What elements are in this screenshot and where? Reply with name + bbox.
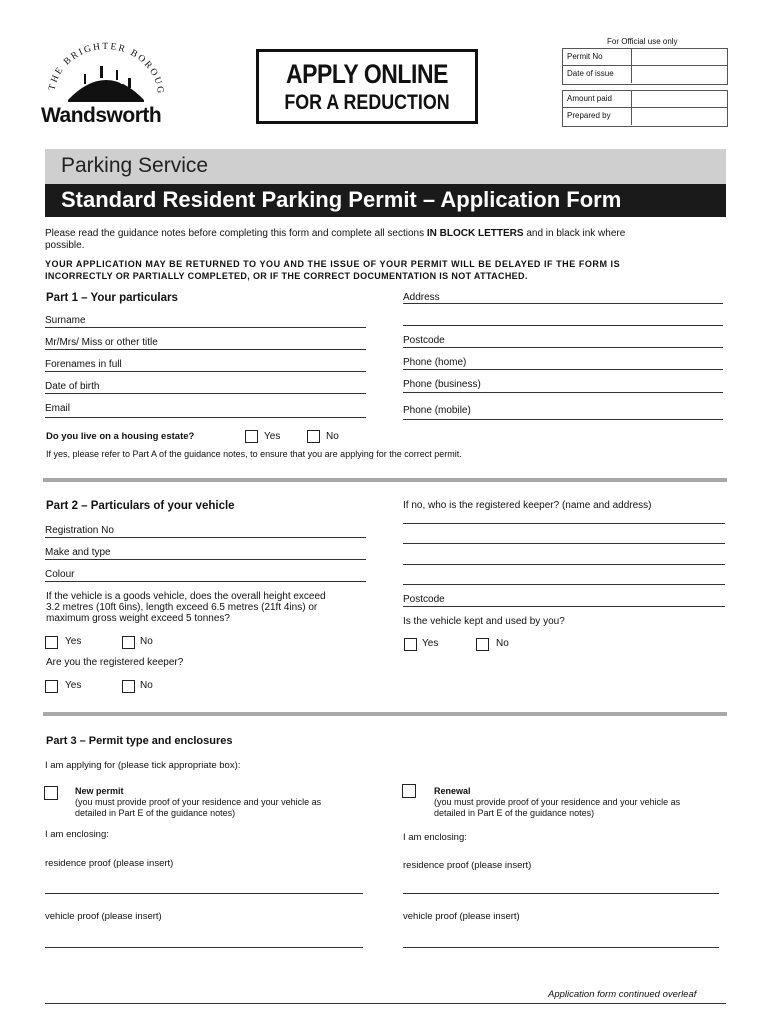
section-divider-1	[43, 478, 727, 482]
keeper-no-label: No	[140, 680, 153, 691]
keeper-no-checkbox[interactable]	[122, 680, 135, 693]
forenames-field[interactable]	[45, 371, 366, 372]
amount-paid-label: Amount paid	[567, 94, 612, 103]
phone-business-label: Phone (business)	[403, 379, 481, 390]
kept-no-checkbox[interactable]	[476, 638, 489, 651]
new-residence-proof-label: residence proof (please insert)	[45, 858, 174, 869]
goods-no-label: No	[140, 636, 153, 647]
section-divider-2	[43, 712, 727, 716]
dob-label: Date of birth	[45, 381, 100, 392]
council-logo	[40, 42, 170, 132]
keeper-field-1[interactable]	[403, 523, 725, 524]
dob-field[interactable]	[45, 393, 366, 394]
phone-mobile-field[interactable]	[403, 419, 723, 420]
form-title: Standard Resident Parking Permit – Application Form	[61, 187, 622, 212]
estate-no-label: No	[326, 431, 339, 442]
estate-yes-label: Yes	[264, 431, 281, 442]
forenames-label: Forenames in full	[45, 359, 122, 370]
phone-business-field[interactable]	[403, 392, 723, 393]
svg-text:THE BRIGHTER BOROUGH: THE BRIGHTER BOROUG	[47, 42, 166, 96]
official-box-top	[562, 48, 728, 85]
renewal-proof-2: detailed in Part E of the guidance notes)	[434, 808, 595, 818]
warning-line-2: INCORRECTLY OR PARTIALLY COMPLETED, OR IF THE CORRECT DOCUMENTATION IS NOT ATTACHED.	[45, 271, 528, 281]
amount-paid-row[interactable]	[563, 91, 727, 108]
postcode-field[interactable]	[403, 347, 723, 348]
permit-no-label: Permit No	[567, 52, 603, 61]
make-field[interactable]	[45, 559, 366, 560]
new-permit-proof-1: (you must provide proof of your residence and your vehicle as	[75, 797, 322, 807]
new-vehicle-proof-label: vehicle proof (please insert)	[45, 911, 162, 922]
registration-field[interactable]	[45, 537, 366, 538]
permit-no-row[interactable]	[563, 49, 727, 66]
renewal-vehicle-proof-field[interactable]	[403, 947, 719, 948]
registered-keeper-label: If no, who is the registered keeper? (name and address)	[403, 500, 652, 511]
colour-field[interactable]	[45, 581, 366, 582]
footer-rule	[45, 1003, 726, 1004]
prepared-by-label: Prepared by	[567, 111, 611, 120]
goods-vehicle-q3: maximum gross weight exceed 5 tonnes?	[46, 613, 230, 624]
title-field[interactable]	[45, 349, 366, 350]
logo-wordmark: Wandsworth	[41, 104, 162, 127]
phone-home-field[interactable]	[403, 369, 723, 370]
keeper-field-2[interactable]	[403, 543, 725, 544]
renewal-proof-1: (you must provide proof of your residence and your vehicle as	[434, 797, 681, 807]
official-use-label: For Official use only	[607, 37, 678, 46]
estate-yes-checkbox[interactable]	[245, 430, 258, 443]
new-permit-proof-2: detailed in Part E of the guidance notes)	[75, 808, 236, 818]
housing-estate-question: Do you live on a housing estate?	[46, 431, 195, 442]
email-field[interactable]	[45, 417, 366, 418]
part3-heading: Part 3 – Permit type and enclosures	[46, 735, 233, 747]
keeper-question: Are you the registered keeper?	[46, 657, 184, 668]
kept-no-label: No	[496, 638, 509, 649]
keeper-postcode-field[interactable]	[403, 606, 725, 607]
surname-label: Surname	[45, 315, 86, 326]
registration-label: Registration No	[45, 525, 114, 536]
estate-no-checkbox[interactable]	[307, 430, 320, 443]
warning-line-1: YOUR APPLICATION MAY BE RETURNED TO YOU AND THE ISSUE OF YOUR PERMIT WILL BE DELAYED IF THE FORM IS	[45, 259, 621, 269]
goods-vehicle-q1: If the vehicle is a goods vehicle, does the overall height exceed	[46, 591, 326, 602]
official-box-bottom	[562, 90, 728, 127]
date-of-issue-label: Date of issue	[567, 69, 614, 78]
renewal-checkbox[interactable]	[402, 784, 416, 798]
surname-field[interactable]	[45, 327, 366, 328]
address-label: Address	[403, 292, 440, 303]
prepared-by-row[interactable]	[563, 108, 727, 125]
title-label: Mr/Mrs/ Miss or other title	[45, 337, 158, 348]
renewal-residence-proof-field[interactable]	[403, 893, 719, 894]
postcode-label: Postcode	[403, 335, 445, 346]
kept-question: Is the vehicle kept and used by you?	[403, 616, 565, 627]
intro-text: Please read the guidance notes before completing this form and complete all sections IN BLOCK LETTERS and in black ink where	[45, 228, 626, 239]
renewal-vehicle-proof-label: vehicle proof (please insert)	[403, 911, 520, 922]
address-field-2[interactable]	[403, 325, 723, 326]
applying-for-label: I am applying for (please tick appropriate box):	[45, 760, 241, 771]
keeper-field-3[interactable]	[403, 564, 725, 565]
goods-yes-checkbox[interactable]	[45, 636, 58, 649]
continued-overleaf: Application form continued overleaf	[548, 989, 697, 1000]
part1-heading: Part 1 – Your particulars	[46, 292, 178, 304]
new-vehicle-proof-field[interactable]	[45, 947, 363, 948]
goods-no-checkbox[interactable]	[122, 636, 135, 649]
keeper-yes-label: Yes	[65, 680, 82, 691]
apply-online-banner	[256, 49, 478, 124]
goods-vehicle-q2: 3.2 metres (10ft 6ins), length exceed 6.5 metres (21ft 4ins) or	[46, 602, 318, 613]
new-permit-checkbox[interactable]	[44, 786, 58, 800]
renewal-residence-proof-label: residence proof (please insert)	[403, 860, 532, 871]
new-permit-label: New permit	[75, 786, 124, 796]
intro-text-cont: possible.	[45, 240, 85, 251]
goods-yes-label: Yes	[65, 636, 82, 647]
kept-yes-checkbox[interactable]	[404, 638, 417, 651]
phone-mobile-label: Phone (mobile)	[403, 405, 471, 416]
kept-yes-label: Yes	[422, 638, 439, 649]
date-of-issue-row[interactable]	[563, 66, 727, 83]
colour-label: Colour	[45, 569, 75, 580]
keeper-postcode-label: Postcode	[403, 594, 445, 605]
reduction-text: FOR A REDUCTION	[284, 91, 450, 114]
make-label: Make and type	[45, 547, 111, 558]
apply-online-text: APPLY ONLINE	[286, 59, 448, 89]
phone-home-label: Phone (home)	[403, 357, 467, 368]
renewal-enclosing-label: I am enclosing:	[403, 832, 467, 843]
estate-note: If yes, please refer to Part A of the guidance notes, to ensure that you are applying for the correct permit.	[46, 449, 462, 459]
address-field-1[interactable]	[403, 303, 723, 304]
new-enclosing-label: I am enclosing:	[45, 829, 109, 840]
keeper-yes-checkbox[interactable]	[45, 680, 58, 693]
part2-heading: Part 2 – Particulars of your vehicle	[46, 500, 235, 512]
keeper-field-4[interactable]	[403, 584, 725, 585]
email-label: Email	[45, 403, 71, 414]
renewal-label: Renewal	[434, 786, 471, 796]
new-residence-proof-field[interactable]	[45, 893, 363, 894]
service-title: Parking Service	[61, 154, 209, 177]
